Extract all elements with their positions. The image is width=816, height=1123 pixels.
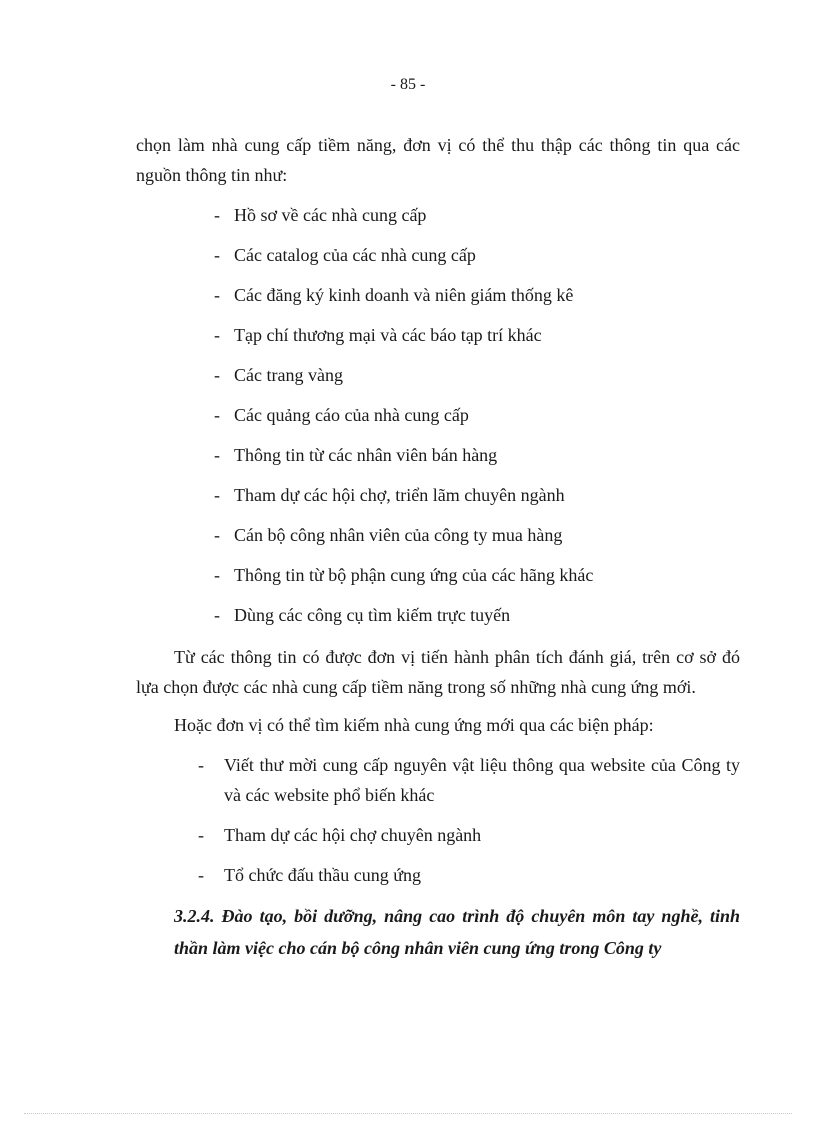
list-item: [136, 280, 740, 320]
list-item-text: Các catalog của các nhà cung cấp: [234, 245, 476, 265]
list-item: [136, 240, 740, 280]
alternatives-intro: Hoặc đơn vị có thể tìm kiếm nhà cung ứng mới qua các biện pháp:: [174, 715, 654, 735]
sources-list: [136, 200, 740, 640]
list-item-text: Thông tin từ các nhân viên bán hàng: [234, 445, 498, 465]
list-item: [136, 400, 740, 440]
list-item-text: Các trang vàng: [234, 365, 343, 385]
list-item: [136, 860, 740, 890]
bullet-dash: -: [214, 565, 220, 585]
list-item-text: Cán bộ công nhân viên của công ty mua hàng: [234, 525, 563, 545]
list-item-text: Thông tin từ bộ phận cung ứng của các hãng khác: [234, 565, 594, 585]
list-item-text: Tham dự các hội chợ chuyên ngành: [224, 825, 482, 845]
list-item: [136, 480, 740, 520]
list-item: [136, 440, 740, 480]
list-item: [136, 520, 740, 560]
bullet-dash: -: [198, 825, 204, 845]
footer-divider: [24, 1113, 792, 1114]
list-item-text: Dùng các công cụ tìm kiếm trực tuyến: [234, 605, 511, 625]
bullet-dash: -: [214, 285, 220, 305]
list-item: [136, 360, 740, 400]
bullet-dash: -: [214, 245, 220, 265]
list-item: [136, 320, 740, 360]
list-item: [136, 560, 740, 600]
bullet-dash: -: [214, 485, 220, 505]
list-item-text: Tổ chức đấu thầu cung ứng: [224, 865, 421, 885]
list-item-text: Tạp chí thương mại và các báo tạp trí khác: [234, 325, 542, 345]
list-item: [136, 200, 740, 240]
list-item-text: Viết thư mời cung cấp nguyên vật liệu thông qua website của Công ty và các website phổ biến khác: [224, 755, 740, 805]
list-item-text: Các đăng ký kinh doanh và niên giám thống kê: [234, 285, 574, 305]
bullet-dash: -: [214, 325, 220, 345]
list-item-text: Các quảng cáo của nhà cung cấp: [234, 405, 469, 425]
intro-paragraph: chọn làm nhà cung cấp tiềm năng, đơn vị có thể thu thập các thông tin qua các nguồn thông tin như:: [136, 135, 740, 185]
bullet-dash: -: [214, 605, 220, 625]
alternatives-list: [136, 750, 740, 890]
bullet-dash: -: [214, 205, 220, 225]
bullet-dash: -: [198, 755, 204, 775]
list-item: [136, 820, 740, 850]
section-heading: 3.2.4. Đào tạo, bồi dưỡng, nâng cao trình độ chuyên môn tay nghề, tinh thần làm việc cho cán bộ công nhân viên cung ứng trong Công ty: [174, 906, 740, 958]
page-number: - 85 -: [390, 76, 426, 93]
page-content: [136, 130, 740, 964]
bullet-dash: -: [214, 405, 220, 425]
list-item: [136, 750, 740, 810]
bullet-dash: -: [214, 445, 220, 465]
analysis-paragraph: Từ các thông tin có được đơn vị tiến hành phân tích đánh giá, trên cơ sở đó lựa chọn được các nhà cung cấp tiềm năng trong số những nhà cung ứng mới.: [136, 647, 740, 697]
list-item: [136, 600, 740, 640]
bullet-dash: -: [214, 525, 220, 545]
list-item-text: Tham dự các hội chợ, triển lãm chuyên ngành: [234, 485, 565, 505]
bullet-dash: -: [214, 365, 220, 385]
list-item-text: Hồ sơ về các nhà cung cấp: [234, 205, 427, 225]
bullet-dash: -: [198, 865, 204, 885]
